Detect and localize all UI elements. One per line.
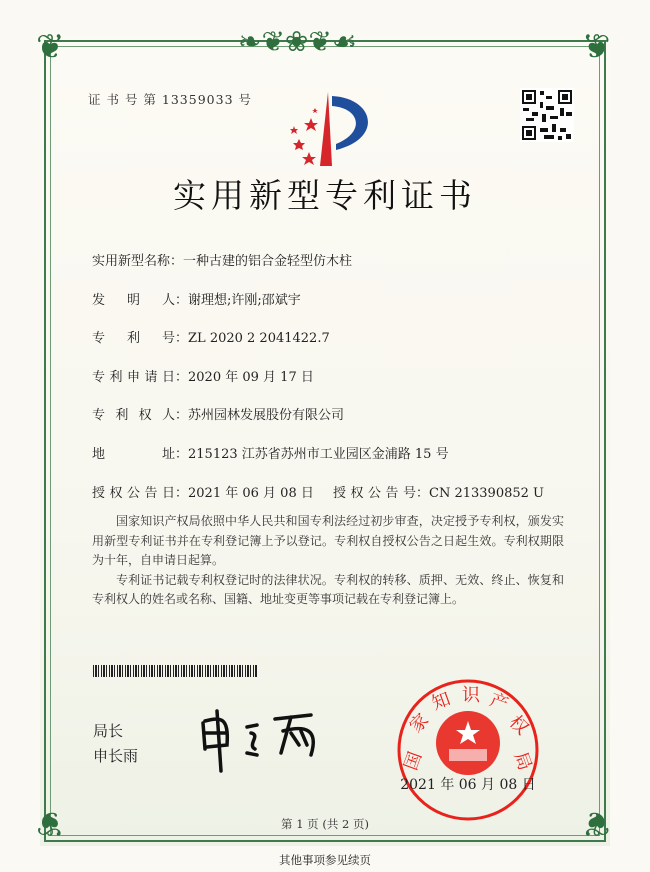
barcode: [93, 665, 258, 677]
corner-ornament-icon: ❦: [36, 803, 65, 843]
logo-red-bar: [320, 92, 332, 166]
star-icon: [312, 108, 318, 113]
star-icon: [293, 139, 305, 150]
top-ornament-icon: ❧❦❀❦☙: [238, 25, 357, 58]
svg-text:权: 权: [504, 711, 533, 740]
page-number: 第 1 页 (共 2 页): [281, 817, 369, 831]
field-inventors: 发明人：谢理想;许刚;邵斌宇: [92, 293, 301, 308]
certificate-statement: [92, 512, 564, 610]
field-utility-model-name: 实用新型名称：一种古建的铝合金轻型仿木柱: [92, 254, 353, 269]
director-signature: [195, 705, 335, 775]
svg-text:国: 国: [400, 749, 427, 774]
corner-ornament-icon: ❦: [582, 27, 611, 67]
corner-ornament-icon: ❦: [36, 27, 65, 67]
svg-text:知: 知: [429, 688, 454, 715]
svg-text:产: 产: [486, 689, 511, 716]
svg-text:识: 识: [462, 685, 480, 706]
statement-paragraph: 国家知识产权局依照中华人民共和国专利法经过初步审查，决定授予专利权，颁发实用新型专利证书并在专利登记簿上予以登记。专利权自授权公告之日起生效。专利权期限为十年，自申请日起算。: [92, 514, 564, 567]
corner-ornament-icon: ❦: [582, 803, 611, 843]
certificate-number: 证 书 号 第 13359033 号: [88, 92, 252, 107]
field-grant-date: 授权公告日：2021 年 06 月 08 日: [92, 486, 314, 501]
star-icon: [290, 126, 298, 134]
certificate-title: 实用新型专利证书: [173, 176, 477, 215]
statement-paragraph: 专利证书记载专利权登记时的法律状况。专利权的转移、质押、无效、终止、恢复和专利权人的姓名或名称、国籍、地址变更等事项记载在专利登记簿上。: [92, 572, 564, 606]
cnipa-logo: [282, 86, 378, 168]
star-icon: [302, 152, 316, 165]
director-name: 申长雨: [93, 747, 139, 765]
official-seal: [395, 677, 541, 823]
qr-code[interactable]: [520, 88, 574, 142]
field-grant-number: 授权公告号：CN 213390852 U: [333, 486, 544, 501]
field-address: 地址：215123 江苏省苏州市工业园区金浦路 15 号: [92, 447, 449, 462]
continuation-note: 其他事项参见续页: [279, 853, 371, 867]
svg-text:局: 局: [509, 749, 536, 774]
field-patent-number: 专利号：ZL 2020 2 2041422.7: [92, 331, 330, 346]
field-patentee: 专利权人：苏州园林发展股份有限公司: [92, 408, 345, 423]
seal-date: 2021 年 06 月 08 日: [400, 777, 536, 793]
field-application-date: 专利申请日：2020 年 09 月 17 日: [92, 370, 314, 385]
logo-blue-curve: [332, 96, 368, 150]
director-title: 局长: [93, 722, 124, 740]
star-icon: [304, 118, 318, 131]
svg-text:家: 家: [405, 709, 434, 738]
